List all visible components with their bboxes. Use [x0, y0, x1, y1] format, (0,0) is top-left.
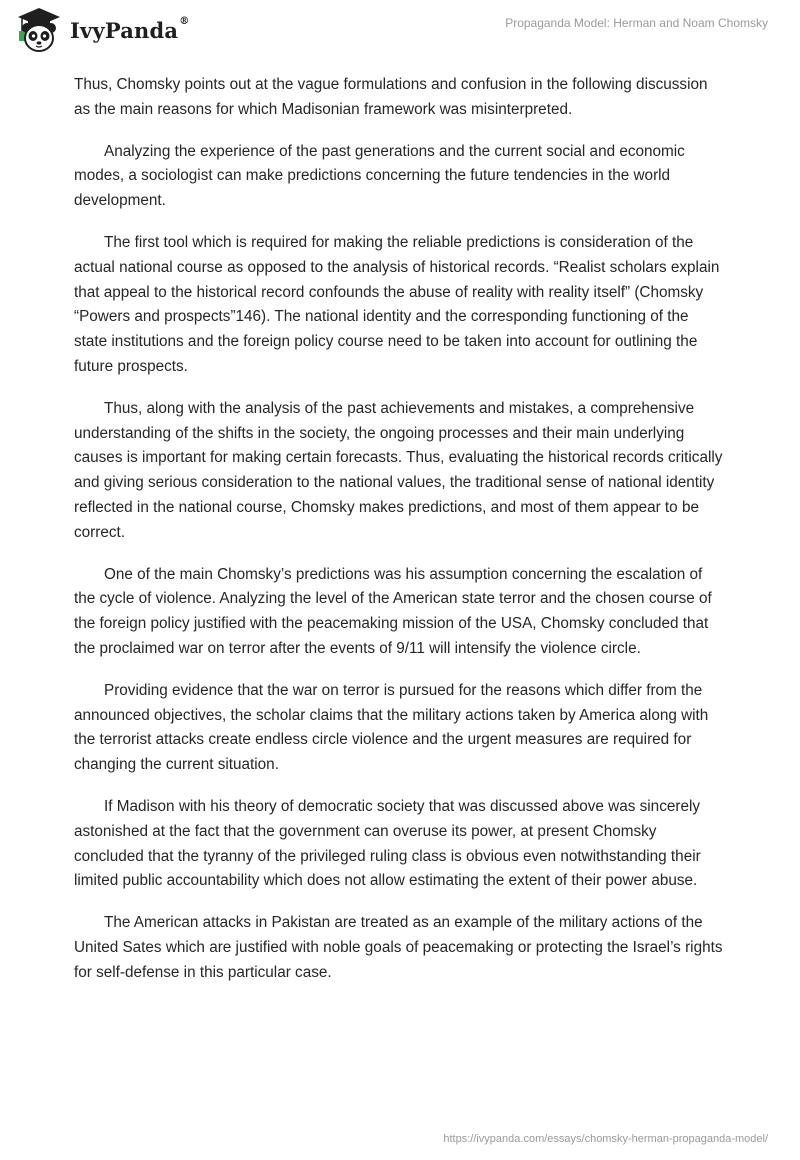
brand-name: IvyPanda®: [70, 15, 190, 43]
document-title: Propaganda Model: Herman and Noam Chomsky: [505, 16, 768, 30]
ivypanda-logo-link[interactable]: [14, 6, 189, 54]
paragraph: Analyzing the experience of the past generations and the current social and economic modes, a sociologist can make predictions concerning the future tendencies in the world development.: [74, 142, 685, 210]
essay-body: [74, 73, 724, 1003]
panda-graduate-icon: [14, 6, 64, 54]
paragraph: One of the main Chomsky’s predictions was his assumption concerning the escalation of the cycle of violence. Analyzing the level of the American state terror and the chosen course of the foreign policy justified with the peacemaking mission of the USA, Chomsky concluded that the proclaimed war on terror after the events of 9/11 will intensify the violence circle.: [74, 565, 712, 657]
paragraph: Thus, along with the analysis of the past achievements and mistakes, a comprehensive understanding of the shifts in the society, the ongoing processes and their main underlying causes is important for making certain forecasts. Thus, evaluating the historical records critically and giving serious consideration to the national values, the traditional sense of national identity reflected in the national course, Chomsky makes predictions, and most of them appear to be correct.: [74, 399, 723, 541]
paragraph: The first tool which is required for making the reliable predictions is consideration of the actual national course as opposed to the analysis of historical records. “Realist scholars explain that appeal to the historical record confounds the abuse of reality with reality itself” (Chomsky “Powers and prospects”146). The national identity and the corresponding functioning of the state institutions and the foreign policy course need to be taken into account for outlining the future prospects.: [74, 233, 720, 375]
paragraph: The American attacks in Pakistan are treated as an example of the military actions of the United Sates which are justified with noble goals of peacemaking or protecting the Israel’s rights for self-defense in this particular case.: [74, 914, 723, 981]
paragraph: If Madison with his theory of democratic society that was discussed above was sincerely astonished at the fact that the government can overuse its power, at present Chomsky concluded that the tyranny of the privileged ruling class is obvious even notwithstanding their limited public accountability which does not allow estimating the extent of their power abuse.: [74, 797, 701, 890]
page-header: [0, 0, 800, 70]
paragraph: Thus, Chomsky points out at the vague formulations and confusion in the following discussion as the main reasons for which Madisonian framework was misinterpreted.: [74, 76, 708, 118]
paragraph: Providing evidence that the war on terror is pursued for the reasons which differ from the announced objectives, the scholar claims that the military actions taken by America along with the terrorist attacks create endless circle violence and the urgent measures are required for changing the current situation.: [74, 681, 709, 774]
registered-mark: ®: [179, 15, 190, 27]
source-url-link[interactable]: https://ivypanda.com/essays/chomsky-herman-propaganda-model/: [443, 1133, 768, 1145]
